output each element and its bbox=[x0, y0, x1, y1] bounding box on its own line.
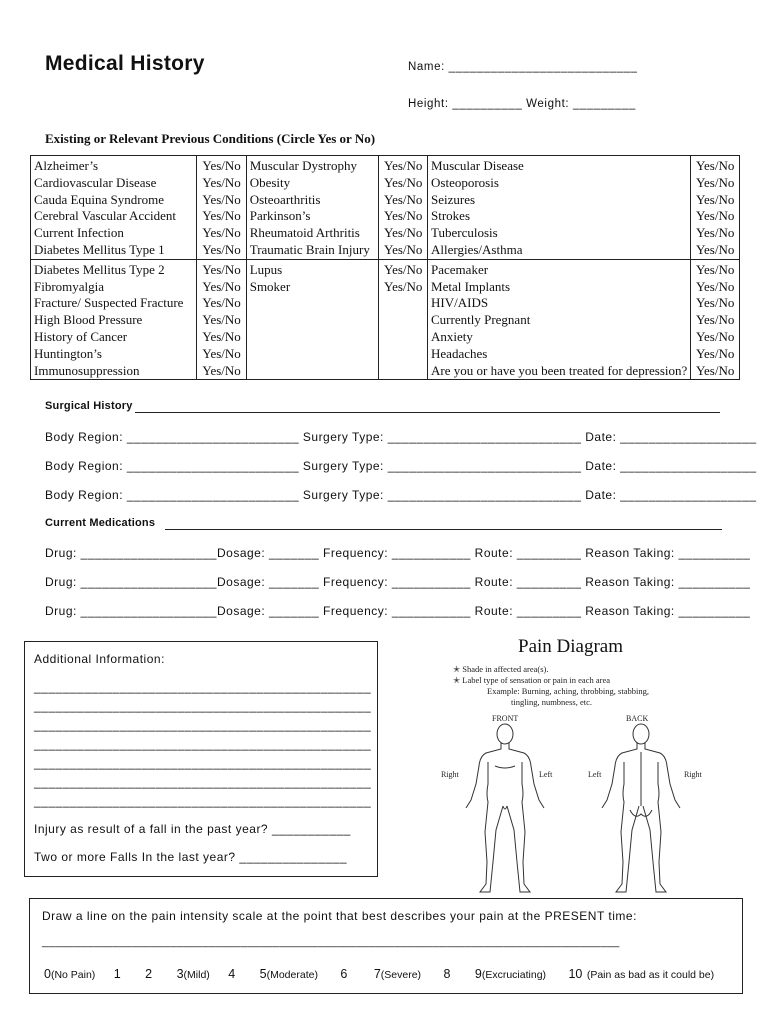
front-right-label: Right bbox=[441, 770, 459, 779]
condition-row bbox=[31, 329, 740, 346]
pain-diagram-title: Pain Diagram bbox=[518, 636, 624, 657]
yes-no-option bbox=[379, 346, 428, 363]
condition-row bbox=[31, 175, 740, 192]
scale-7[interactable]: 7 bbox=[373, 967, 381, 981]
yes-no-option[interactable]: Yes/No bbox=[197, 363, 246, 380]
pain-instruction-2-text: Label type of sensation or pain in each area bbox=[462, 675, 610, 685]
condition-name: High Blood Pressure bbox=[31, 312, 197, 329]
back-left-label: Left bbox=[588, 770, 602, 779]
yes-no-option[interactable]: Yes/No bbox=[197, 192, 246, 209]
pain-instruction-2 bbox=[453, 675, 610, 686]
medication-entry-line[interactable]: Drug: ___________________Dosage: _______ Frequency: ___________ Route: _________ Reason Taking: __________ bbox=[45, 575, 751, 589]
name-field[interactable]: Name: ___________________________ bbox=[408, 61, 638, 73]
yes-no-option[interactable]: Yes/No bbox=[197, 175, 246, 192]
condition-name: Fracture/ Suspected Fracture bbox=[31, 295, 197, 312]
yes-no-option[interactable]: Yes/No bbox=[691, 225, 740, 242]
yes-no-option bbox=[379, 312, 428, 329]
condition-name: Muscular Disease bbox=[428, 156, 691, 175]
scale-4[interactable]: 4 bbox=[228, 967, 236, 981]
condition-row bbox=[31, 225, 740, 242]
yes-no-option[interactable]: Yes/No bbox=[379, 175, 428, 192]
condition-name bbox=[246, 346, 379, 363]
scale-10[interactable]: 10 bbox=[568, 967, 583, 981]
pain-example-1: Example: Burning, aching, throbbing, stabbing, bbox=[487, 686, 649, 696]
condition-name: Parkinson’s bbox=[246, 208, 379, 225]
front-left-label: Left bbox=[539, 770, 553, 779]
condition-name: Huntington’s bbox=[31, 346, 197, 363]
scale-10-label: (Pain as bad as it could be) bbox=[586, 969, 715, 981]
yes-no-option[interactable]: Yes/No bbox=[379, 242, 428, 259]
condition-row bbox=[31, 192, 740, 209]
condition-name bbox=[246, 312, 379, 329]
pain-instruction-1-text: Shade in affected area(s). bbox=[462, 664, 549, 674]
condition-name: HIV/AIDS bbox=[428, 295, 691, 312]
medication-entry-line[interactable]: Drug: ___________________Dosage: _______ Frequency: ___________ Route: _________ Reason Taking: __________ bbox=[45, 604, 751, 618]
yes-no-option[interactable]: Yes/No bbox=[691, 192, 740, 209]
scale-5[interactable]: 5 bbox=[259, 967, 267, 981]
yes-no-option[interactable]: Yes/No bbox=[691, 242, 740, 259]
condition-name bbox=[246, 295, 379, 312]
surgical-history-title: Surgical History bbox=[45, 400, 133, 412]
additional-info-blank-line[interactable]: _______________________________________________ bbox=[34, 718, 372, 732]
yes-no-option[interactable]: Yes/No bbox=[691, 346, 740, 363]
yes-no-option bbox=[379, 363, 428, 380]
yes-no-option[interactable]: Yes/No bbox=[691, 279, 740, 296]
back-right-label: Right bbox=[684, 770, 702, 779]
yes-no-option bbox=[379, 295, 428, 312]
yes-no-option[interactable]: Yes/No bbox=[691, 312, 740, 329]
condition-name: Rheumatoid Arthritis bbox=[246, 225, 379, 242]
condition-name: Seizures bbox=[428, 192, 691, 209]
condition-name: History of Cancer bbox=[31, 329, 197, 346]
surgery-entry-line[interactable]: Body Region: ________________________ Surgery Type: ___________________________ Date: ___________________ bbox=[45, 488, 757, 502]
condition-name: Muscular Dystrophy bbox=[246, 156, 379, 175]
conditions-heading: Existing or Relevant Previous Conditions (Circle Yes or No) bbox=[45, 131, 376, 146]
pain-scale-line[interactable]: __________________________________________________________________________________________ bbox=[42, 936, 620, 948]
condition-name: Allergies/Asthma bbox=[428, 242, 691, 259]
condition-name: Immunosuppression bbox=[31, 363, 197, 380]
condition-name: Metal Implants bbox=[428, 279, 691, 296]
condition-row bbox=[31, 242, 740, 259]
current-medications-rule bbox=[165, 529, 722, 530]
pain-scale-values bbox=[44, 965, 714, 983]
fall-past-year-field[interactable]: Injury as result of a fall in the past year? ___________ bbox=[34, 822, 351, 836]
additional-info-blank-line[interactable]: _______________________________________________ bbox=[34, 775, 372, 789]
conditions-table bbox=[30, 155, 740, 380]
scale-9[interactable]: 9 bbox=[474, 967, 482, 981]
pain-scale-instruction: Draw a line on the pain intensity scale at the point that best describes your pain at the PRESENT time: bbox=[42, 909, 637, 923]
condition-name: Pacemaker bbox=[428, 259, 691, 278]
scale-2[interactable]: 2 bbox=[145, 967, 153, 981]
yes-no-option[interactable]: Yes/No bbox=[691, 175, 740, 192]
condition-name: Lupus bbox=[246, 259, 379, 278]
yes-no-option[interactable]: Yes/No bbox=[691, 259, 740, 278]
scale-5-label: (Moderate) bbox=[266, 969, 318, 981]
additional-info-blank-line[interactable]: _______________________________________________ bbox=[34, 756, 372, 770]
condition-name: Cauda Equina Syndrome bbox=[31, 192, 197, 209]
yes-no-option[interactable]: Yes/No bbox=[197, 346, 246, 363]
condition-row bbox=[31, 208, 740, 225]
yes-no-option[interactable]: Yes/No bbox=[197, 225, 246, 242]
scale-0[interactable]: 0 bbox=[44, 967, 51, 981]
condition-name: Obesity bbox=[246, 175, 379, 192]
scale-3-label: (Mild) bbox=[183, 969, 210, 981]
condition-name: Tuberculosis bbox=[428, 225, 691, 242]
condition-row bbox=[31, 363, 740, 380]
condition-name: Osteoporosis bbox=[428, 175, 691, 192]
body-front-figure[interactable] bbox=[450, 722, 560, 896]
yes-no-option[interactable]: Yes/No bbox=[379, 208, 428, 225]
yes-no-option[interactable]: Yes/No bbox=[197, 279, 246, 296]
yes-no-option[interactable]: Yes/No bbox=[197, 242, 246, 259]
pain-instruction-1 bbox=[453, 664, 548, 675]
condition-name: Headaches bbox=[428, 346, 691, 363]
additional-info-blank-line[interactable]: _______________________________________________ bbox=[34, 794, 372, 808]
front-label: FRONT bbox=[492, 714, 519, 723]
yes-no-option[interactable]: Yes/No bbox=[379, 156, 428, 175]
condition-name: Are you or have you been treated for depression? bbox=[428, 363, 691, 380]
condition-row bbox=[31, 259, 740, 278]
condition-row bbox=[31, 295, 740, 312]
two-falls-field[interactable]: Two or more Falls In the last year? _______________ bbox=[34, 850, 348, 864]
condition-row bbox=[31, 156, 740, 175]
additional-info-title: Additional Information: bbox=[34, 652, 165, 666]
surgery-entry-line[interactable]: Body Region: ________________________ Surgery Type: ___________________________ Date: ___________________ bbox=[45, 430, 757, 444]
condition-name: Diabetes Mellitus Type 2 bbox=[31, 259, 197, 278]
yes-no-option[interactable]: Yes/No bbox=[197, 295, 246, 312]
scale-6[interactable]: 6 bbox=[340, 967, 348, 981]
page-title: Medical History bbox=[45, 52, 205, 75]
yes-no-option bbox=[379, 329, 428, 346]
condition-row bbox=[31, 312, 740, 329]
condition-name: Alzheimer’s bbox=[31, 156, 197, 175]
scale-0-label: (No Pain) bbox=[50, 969, 96, 981]
scale-9-label: (Excruciating) bbox=[481, 969, 547, 981]
yes-no-option[interactable]: Yes/No bbox=[379, 225, 428, 242]
scale-1[interactable]: 1 bbox=[113, 967, 121, 981]
yes-no-option[interactable]: Yes/No bbox=[691, 208, 740, 225]
yes-no-option[interactable]: Yes/No bbox=[379, 259, 428, 278]
scale-7-label: (Severe) bbox=[380, 969, 422, 981]
condition-name: Current Infection bbox=[31, 225, 197, 242]
pain-scale-box bbox=[29, 898, 743, 994]
height-weight-field[interactable]: Height: __________ Weight: _________ bbox=[408, 98, 636, 110]
yes-no-option[interactable]: Yes/No bbox=[197, 329, 246, 346]
yes-no-option[interactable]: Yes/No bbox=[197, 208, 246, 225]
surgery-entry-line[interactable]: Body Region: ________________________ Surgery Type: ___________________________ Date: ___________________ bbox=[45, 459, 757, 473]
condition-name: Cerebral Vascular Accident bbox=[31, 208, 197, 225]
additional-info-blank-line[interactable]: _______________________________________________ bbox=[34, 699, 372, 713]
yes-no-option[interactable]: Yes/No bbox=[197, 156, 246, 175]
yes-no-option[interactable]: Yes/No bbox=[691, 295, 740, 312]
additional-info-blank-line[interactable]: _______________________________________________ bbox=[34, 737, 372, 751]
yes-no-option[interactable]: Yes/No bbox=[691, 156, 740, 175]
yes-no-option[interactable]: Yes/No bbox=[691, 329, 740, 346]
condition-name: Smoker bbox=[246, 279, 379, 296]
yes-no-option[interactable]: Yes/No bbox=[379, 192, 428, 209]
medication-entry-line[interactable]: Drug: ___________________Dosage: _______ Frequency: ___________ Route: _________ Reason Taking: __________ bbox=[45, 546, 751, 560]
star-icon: ✭ bbox=[453, 664, 463, 674]
condition-name: Osteoarthritis bbox=[246, 192, 379, 209]
pain-example-2: tingling, numbness, etc. bbox=[511, 697, 592, 707]
condition-name bbox=[246, 329, 379, 346]
condition-name: Strokes bbox=[428, 208, 691, 225]
condition-name: Anxiety bbox=[428, 329, 691, 346]
scale-8[interactable]: 8 bbox=[443, 967, 451, 981]
yes-no-option[interactable]: Yes/No bbox=[379, 279, 428, 296]
surgical-history-rule bbox=[135, 412, 720, 413]
condition-name bbox=[246, 363, 379, 380]
star-icon: ✭ bbox=[453, 675, 463, 685]
scale-3[interactable]: 3 bbox=[176, 967, 184, 981]
condition-name: Cardiovascular Disease bbox=[31, 175, 197, 192]
yes-no-option[interactable]: Yes/No bbox=[197, 259, 246, 278]
condition-name: Traumatic Brain Injury bbox=[246, 242, 379, 259]
body-back-figure[interactable] bbox=[586, 722, 696, 896]
back-label: BACK bbox=[626, 714, 649, 723]
current-medications-title: Current Medications bbox=[45, 517, 156, 529]
condition-name: Diabetes Mellitus Type 1 bbox=[31, 242, 197, 259]
condition-name: Currently Pregnant bbox=[428, 312, 691, 329]
additional-info-blank-line[interactable]: _______________________________________________ bbox=[34, 680, 372, 694]
condition-name: Fibromyalgia bbox=[31, 279, 197, 296]
yes-no-option[interactable]: Yes/No bbox=[691, 363, 740, 380]
yes-no-option[interactable]: Yes/No bbox=[197, 312, 246, 329]
condition-row bbox=[31, 346, 740, 363]
condition-row bbox=[31, 279, 740, 296]
additional-info-box bbox=[24, 641, 378, 877]
